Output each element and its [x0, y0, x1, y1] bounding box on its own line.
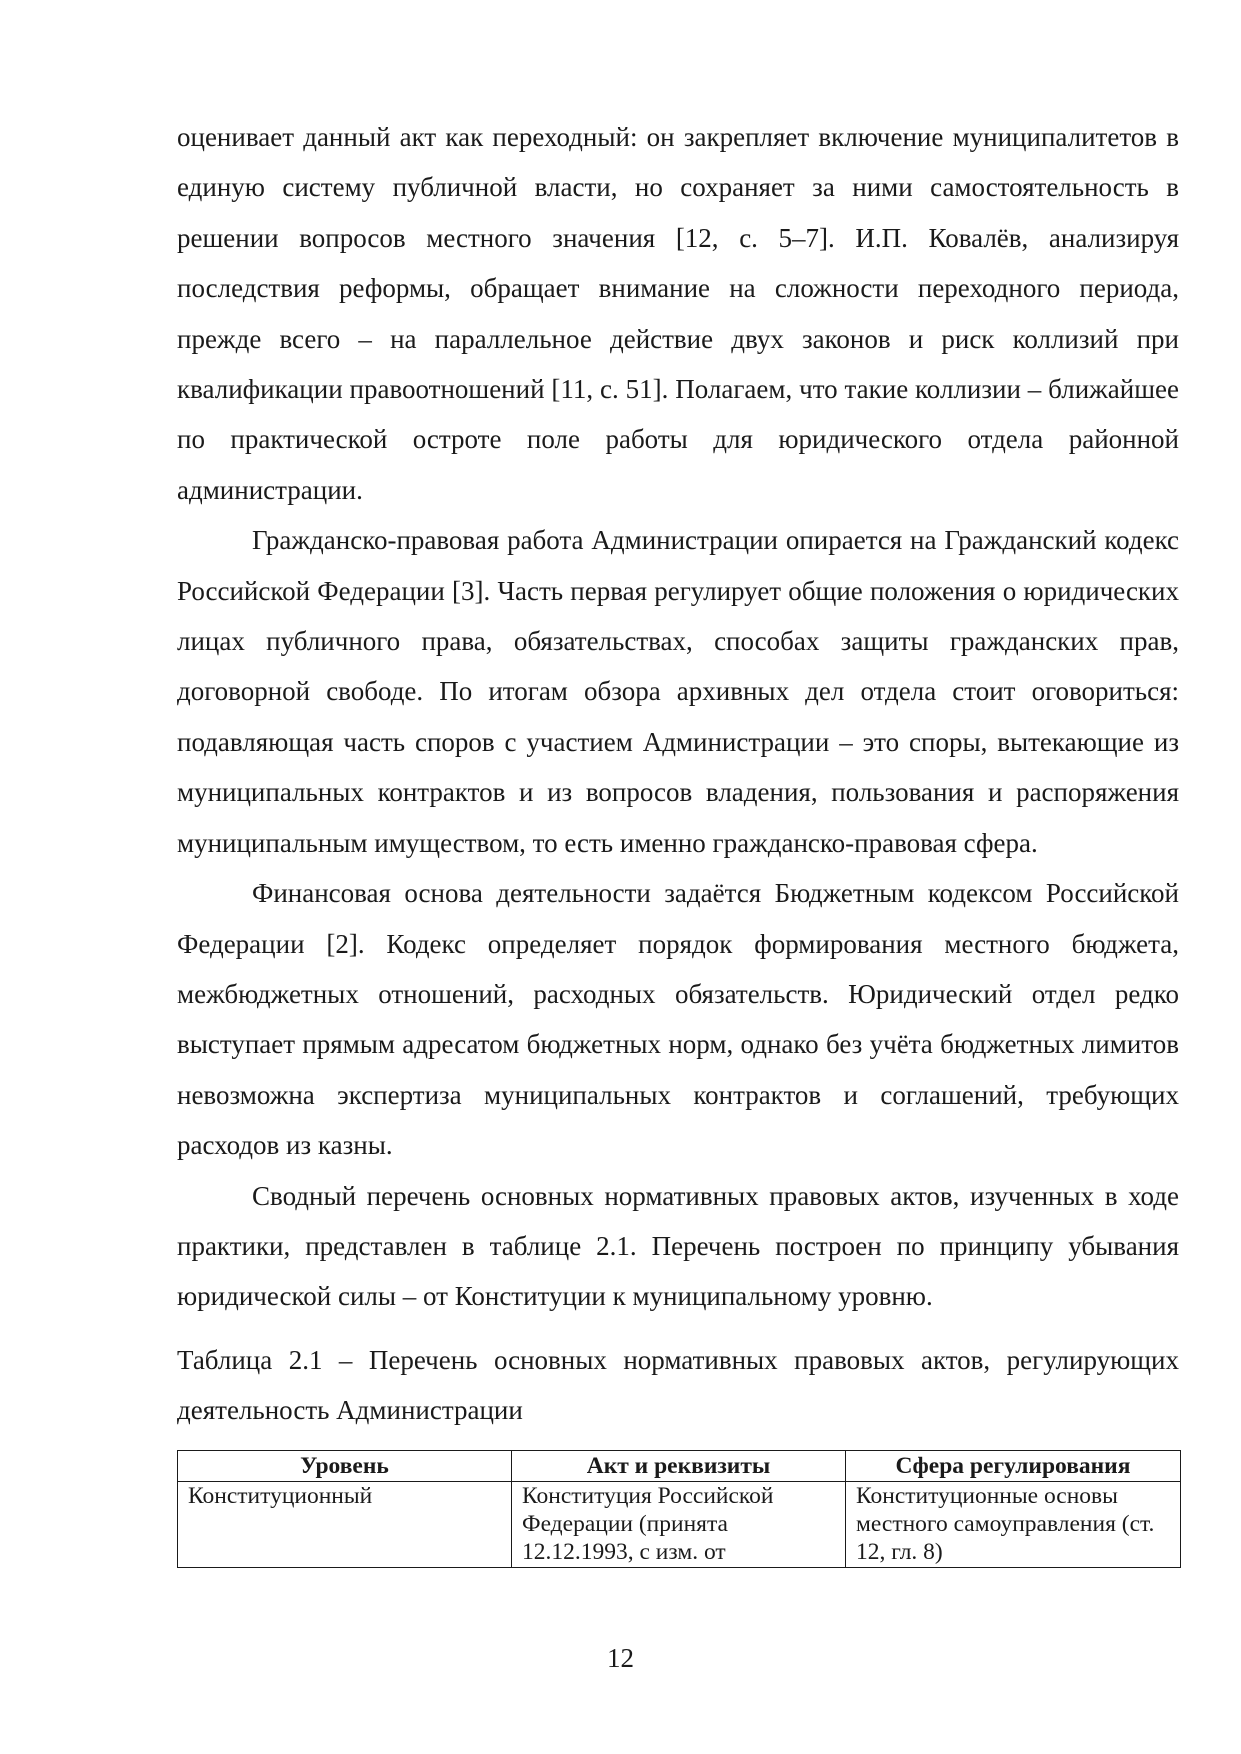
table-caption: Таблица 2.1 – Перечень основных нормативных правовых актов, регулирующих деятельность Администрации — [177, 1344, 1179, 1426]
table-cell-scope: Конституционные основы местного самоуправления (ст. 12, гл. 8) — [846, 1481, 1181, 1567]
table-header-level: Уровень — [178, 1450, 512, 1481]
table-row — [178, 1481, 1181, 1567]
table-container — [177, 1450, 1179, 1568]
table-header-act: Акт и реквизиты — [512, 1450, 846, 1481]
page-number: 12 — [607, 1643, 634, 1673]
legal-acts-table — [177, 1450, 1181, 1568]
paragraph-continuation: оценивает данный акт как переходный: он закрепляет включение муниципалитетов в единую систему публичной власти, но сохраняет за ними самостоятельность в решении вопросов местного значения [12, с. 5–7]. И.П. Ковалёв, анализируя последствия реформы, обращает внимание на сложности переходного периода, прежде всего – на параллельное действие двух законов и риск коллизий при квалификации правоотношений [11, с. 51]. Полагаем, что такие коллизии – ближайшее по практической остроте поле работы для юридического отдела районной администрации. — [177, 122, 1179, 505]
table-cell-level: Конституционный — [178, 1481, 512, 1567]
table-header-scope: Сфера регулирования — [846, 1450, 1181, 1481]
table-header-row — [178, 1450, 1181, 1481]
paragraph-budget-code: Финансовая основа деятельности задаётся Бюджетным кодексом Российской Федерации [2]. Кодекс определяет порядок формирования местного бюджета, межбюджетных отношений, расходных обязательств. Юридический отдел редко выступает прямым адресатом бюджетных норм, однако без учёта бюджетных лимитов невозможна экспертиза муниципальных контрактов и соглашений, требующих расходов из казны. — [177, 878, 1179, 1161]
paragraph-civil-law: Гражданско-правовая работа Администрации опирается на Гражданский кодекс Российской Федерации [3]. Часть первая регулирует общие положения о юридических лицах публичного права, обязательствах, способах защиты гражданских прав, договорной свободе. По итогам обзора архивных дел отдела стоит оговориться: подавляющая часть споров с участием Администрации – это споры, вытекающие из муниципальных контрактов и из вопросов владения, пользования и распоряжения муниципальным имуществом, то есть именно гражданско-правовая сфера. — [177, 525, 1179, 858]
document-page — [177, 112, 1179, 1568]
paragraph-summary-list: Сводный перечень основных нормативных правовых актов, изученных в ходе практики, представлен в таблице 2.1. Перечень построен по принципу убывания юридической силы – от Конституции к муниципальному уровню. — [177, 1180, 1179, 1312]
table-cell-act: Конституция Российской Федерации (принята 12.12.1993, с изм. от — [512, 1481, 846, 1567]
